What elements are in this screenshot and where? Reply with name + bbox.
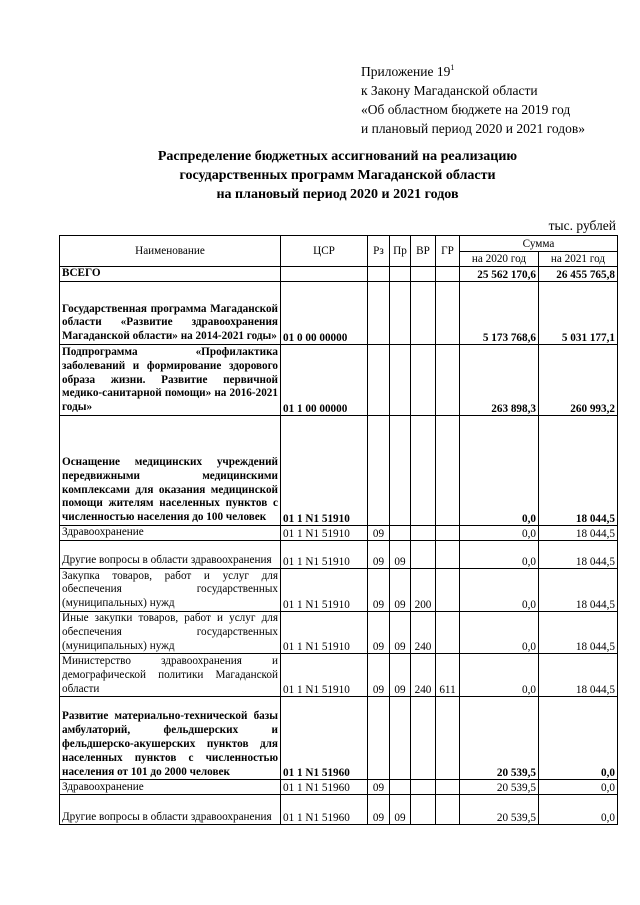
document-title — [60, 147, 615, 204]
cell-pr — [390, 526, 411, 541]
cell-csr: 01 1 N1 51960 — [281, 697, 368, 780]
cell-gr — [436, 267, 460, 282]
cell-gr — [436, 541, 460, 569]
cell-gr: 611 — [436, 654, 460, 697]
table-row — [60, 416, 618, 526]
cell-pr — [390, 345, 411, 416]
cell-gr — [436, 780, 460, 795]
cell-name: Здравоохранение — [60, 526, 281, 541]
appendix-line-3: «Об областном бюджете на 2019 год — [361, 102, 571, 117]
cell-vr: 240 — [411, 612, 436, 654]
cell-vr — [411, 282, 436, 345]
cell-pr — [390, 282, 411, 345]
cell-csr: 01 1 N1 51910 — [281, 654, 368, 697]
cell-vr — [411, 267, 436, 282]
table-row — [60, 541, 618, 569]
table-row — [60, 526, 618, 541]
cell-pr — [390, 416, 411, 526]
cell-vr — [411, 780, 436, 795]
table-row — [60, 697, 618, 780]
cell-sum-2021: 0,0 — [539, 697, 618, 780]
cell-vr — [411, 541, 436, 569]
cell-vr: 200 — [411, 569, 436, 612]
cell-name: ВСЕГО — [60, 267, 281, 282]
cell-name: Государственная программа Магаданской области «Развитие здравоохранения Магаданской области» на 2014-2021 годы» — [60, 282, 281, 345]
cell-gr — [436, 345, 460, 416]
cell-pr: 09 — [390, 795, 411, 825]
appendix-superscript: 1 — [450, 63, 455, 72]
cell-sum-2021: 0,0 — [539, 780, 618, 795]
table-row — [60, 345, 618, 416]
header-year-2020: на 2020 год — [460, 252, 539, 267]
cell-rz: 09 — [368, 612, 390, 654]
cell-sum-2020: 0,0 — [460, 526, 539, 541]
cell-gr — [436, 612, 460, 654]
cell-name: Развитие материально-технической базы амбулаторий, фельдшерских и фельдшерско-акушерских пунктов для населенных пунктов с численностью населения от 101 до 2000 человек — [60, 697, 281, 780]
cell-sum-2020: 25 562 170,6 — [460, 267, 539, 282]
table-row — [60, 282, 618, 345]
cell-gr — [436, 282, 460, 345]
cell-pr — [390, 780, 411, 795]
header-vr: ВР — [411, 236, 436, 267]
header-sum: Сумма — [460, 236, 618, 252]
cell-sum-2021: 18 044,5 — [539, 416, 618, 526]
cell-csr: 01 0 00 00000 — [281, 282, 368, 345]
cell-csr: 01 1 N1 51910 — [281, 541, 368, 569]
cell-sum-2021: 5 031 177,1 — [539, 282, 618, 345]
cell-csr: 01 1 N1 51960 — [281, 780, 368, 795]
title-line-2: государственных программ Магаданской области — [179, 168, 496, 183]
cell-sum-2020: 263 898,3 — [460, 345, 539, 416]
cell-vr — [411, 697, 436, 780]
cell-name: Закупка товаров, работ и услуг для обеспечения государственных (муниципальных) нужд — [60, 569, 281, 612]
cell-vr — [411, 345, 436, 416]
cell-sum-2020: 0,0 — [460, 541, 539, 569]
cell-pr: 09 — [390, 541, 411, 569]
title-line-3: на плановый период 2020 и 2021 годов — [216, 187, 459, 202]
cell-rz — [368, 697, 390, 780]
cell-rz: 09 — [368, 780, 390, 795]
cell-rz — [368, 416, 390, 526]
cell-sum-2020: 20 539,5 — [460, 697, 539, 780]
cell-name: Здравоохранение — [60, 780, 281, 795]
units-label: тыс. рублей — [548, 218, 616, 233]
appendix-line-2: к Закону Магаданской области — [361, 83, 538, 98]
cell-rz: 09 — [368, 526, 390, 541]
cell-csr: 01 1 N1 51960 — [281, 795, 368, 825]
cell-name: Подпрограмма «Профилактика заболеваний и формирование здорового образа жизни. Развитие первичной медико-санитарной помощи» на 2016-2021 годы» — [60, 345, 281, 416]
cell-vr — [411, 795, 436, 825]
cell-sum-2021: 18 044,5 — [539, 541, 618, 569]
cell-vr: 240 — [411, 654, 436, 697]
cell-sum-2021: 18 044,5 — [539, 654, 618, 697]
cell-rz — [368, 345, 390, 416]
cell-sum-2020: 5 173 768,6 — [460, 282, 539, 345]
title-line-1: Распределение бюджетных ассигнований на реализацию — [157, 149, 518, 164]
cell-csr: 01 1 00 00000 — [281, 345, 368, 416]
table-row — [60, 795, 618, 825]
table-row — [60, 612, 618, 654]
header-rz: Рз — [368, 236, 390, 267]
cell-sum-2021: 18 044,5 — [539, 526, 618, 541]
cell-pr: 09 — [390, 654, 411, 697]
cell-sum-2020: 0,0 — [460, 654, 539, 697]
cell-rz — [368, 267, 390, 282]
cell-pr — [390, 697, 411, 780]
appendix-line-4: и плановый период 2020 и 2021 годов» — [361, 121, 586, 136]
cell-sum-2020: 20 539,5 — [460, 795, 539, 825]
cell-rz: 09 — [368, 795, 390, 825]
cell-pr — [390, 267, 411, 282]
cell-pr: 09 — [390, 569, 411, 612]
cell-csr: 01 1 N1 51910 — [281, 526, 368, 541]
header-gr: ГР — [436, 236, 460, 267]
cell-name: Иные закупки товаров, работ и услуг для обеспечения государственных (муниципальных) нужд — [60, 612, 281, 654]
cell-sum-2021: 26 455 765,8 — [539, 267, 618, 282]
cell-name: Министерство здравоохранения и демографической политики Магаданской области — [60, 654, 281, 697]
cell-gr — [436, 526, 460, 541]
cell-csr: 01 1 N1 51910 — [281, 612, 368, 654]
cell-sum-2020: 0,0 — [460, 416, 539, 526]
cell-pr: 09 — [390, 612, 411, 654]
cell-name: Другие вопросы в области здравоохранения — [60, 795, 281, 825]
appendix-line-1: Приложение $19^1$ — [361, 63, 455, 79]
cell-name: Оснащение медицинских учреждений передвижными медицинскими комплексами для оказания медицинской помощи жителям населенных пунктов с численностью населения до 100 человек — [60, 416, 281, 526]
cell-rz: 09 — [368, 654, 390, 697]
header-name: Наименование — [60, 236, 281, 267]
table-row — [60, 654, 618, 697]
cell-sum-2020: 0,0 — [460, 569, 539, 612]
cell-csr: 01 1 N1 51910 — [281, 416, 368, 526]
header-year-2021: на 2021 год — [539, 252, 618, 267]
cell-rz — [368, 282, 390, 345]
cell-gr — [436, 416, 460, 526]
cell-sum-2021: 18 044,5 — [539, 612, 618, 654]
cell-gr — [436, 795, 460, 825]
cell-csr — [281, 267, 368, 282]
table-body — [60, 267, 618, 825]
budget-table — [59, 235, 618, 825]
table-row — [60, 780, 618, 795]
table-row — [60, 569, 618, 612]
cell-rz: 09 — [368, 541, 390, 569]
appendix-header — [361, 58, 631, 138]
cell-gr — [436, 569, 460, 612]
header-csr: ЦСР — [281, 236, 368, 267]
cell-vr — [411, 416, 436, 526]
cell-vr — [411, 526, 436, 541]
cell-sum-2020: 20 539,5 — [460, 780, 539, 795]
cell-sum-2020: 0,0 — [460, 612, 539, 654]
table-row — [60, 267, 618, 282]
cell-sum-2021: 0,0 — [539, 795, 618, 825]
cell-name: Другие вопросы в области здравоохранения — [60, 541, 281, 569]
cell-rz: 09 — [368, 569, 390, 612]
cell-gr — [436, 697, 460, 780]
cell-sum-2021: 260 993,2 — [539, 345, 618, 416]
cell-csr: 01 1 N1 51910 — [281, 569, 368, 612]
header-pr: Пр — [390, 236, 411, 267]
cell-sum-2021: 18 044,5 — [539, 569, 618, 612]
